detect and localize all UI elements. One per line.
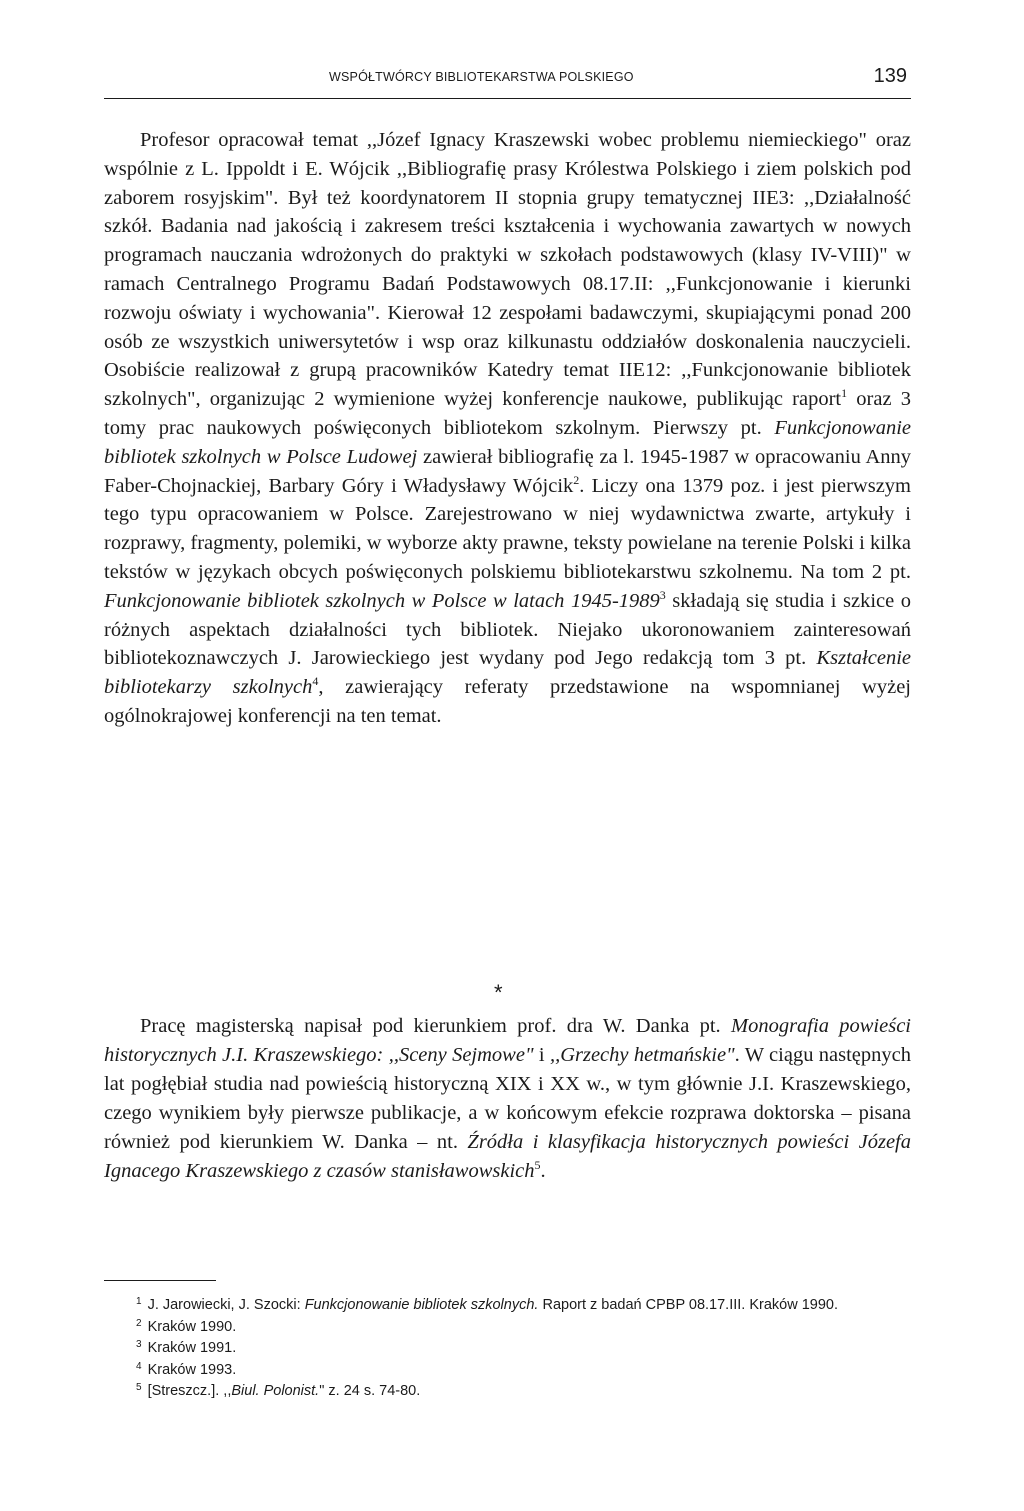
footnote-text: Kraków 1993.	[147, 1361, 237, 1378]
footnote-ref: 2	[573, 472, 580, 487]
main-text	[104, 126, 911, 731]
text-span: oraz 3 tomy prac naukowych poświęconych bibliotekom szkolnym. Pierwszy pt.	[104, 388, 911, 439]
footnote-number: 3	[136, 1339, 142, 1350]
book-title: Funkcjonowanie bibliotek szkolnych w Polsce Ludowej	[104, 416, 911, 468]
footnote-ref: 5	[534, 1158, 541, 1172]
book-title: Źródła i klasyfikacja historycznych powieści Józefa Ignacego Kraszewskiego z czasów stanisławowskich	[104, 1131, 911, 1182]
book-title: Monografia powieści historycznych J.I. Kraszewskiego: ,,Sceny Sejmowe"	[104, 1015, 911, 1066]
section-separator: *	[494, 980, 503, 1005]
text-span: Profesor opracował temat ,,Józef Ignacy Kraszewski wobec problemu niemieckiego" oraz wspólnie z L. Ippoldt i E. Wójcik ,,Bibliografię prasy Królestwa Polskiego i ziem polskich pod zaborem rosyjskim". Był też koordynatorem II stopnia grupy tematycznej IIE3: ,,Działalność szkół. Badania nad jakością i zakresem treści kształcenia i wychowania zawartych w nowych programach nauczania wdrożonych do praktyki w szkołach podstawowych (klasy IV-VIII)" w ramach Centralnego Programu Badań Podstawowych 08.17.II: ,,Funkcjonowanie i kierunki rozwoju oświaty i wychowania". Kierował 12 zespołami badawczymi, skupiającymi ponad 200 osób ze wszystkich uniwersytetów i wsp oraz kilkunastu oddziałów doskonalenia nauczycieli. Osobiście realizował z grupą pracowników Katedry temat IIE12: ,,Funkcjonowanie bibliotek szkolnych", organizując 2 wymienione wyżej konferencje naukowe, publikując raport	[104, 129, 911, 411]
footnote-4	[104, 1358, 924, 1380]
page-header	[104, 64, 911, 99]
footnote-ref: 4	[312, 674, 319, 689]
running-title: WSPÓŁTWÓRCY BIBLIOTEKARSTWA POLSKIEGO	[329, 70, 634, 84]
book-title: Funkcjonowanie bibliotek szkolnych w Polsce w latach 1945-1989	[104, 589, 660, 612]
footnote-number: 1	[136, 1296, 142, 1307]
footnote-divider	[104, 1280, 216, 1281]
footnotes	[104, 1293, 924, 1401]
text-span: . W ciągu następnych lat pogłębiał studia nad powieścią historyczną XIX i XX w., w tym głównie J.I. Kraszewskiego, czego wynikiem były pierwsze publikacje, a w końcowym efekcie rozprawa doktorska – pisana również pod kierunkiem W. Danka – nt.	[104, 1044, 911, 1153]
footnote-1	[104, 1293, 924, 1315]
text-span: . Liczy ona 1379 poz. i jest pierwszym tego typu opracowaniem w Polsce. Zarejestrowano w niej wydawnictwa zwarte, artykuły i rozprawy, fragmenty, polemiki, w wyborze akty prawne, teksty powielane na terenie Polski i kilka tekstów w językach obcych poświęconych polskiemu bibliotekarstwu szkolnemu. Na tom 2 pt.	[104, 474, 911, 583]
footnote-text: " z. 24 s. 74-80.	[319, 1383, 421, 1399]
footnote-text: J. Jarowiecki, J. Szocki:	[147, 1297, 305, 1313]
text-span: .	[540, 1160, 546, 1182]
footnote-ref: 1	[841, 386, 848, 401]
text-span: składają się studia i szkice o różnych aspektach działalności tych bibliotek. Niejako ukoronowaniem zainteresowań bibliotekoznawczych J. Jarowieckiego jest wydany pod Jego redakcją tom 3 pt.	[104, 589, 911, 670]
text-span: Pracę magisterską napisał pod kierunkiem prof. dra W. Danka pt.	[140, 1015, 731, 1037]
text-span: , zawierający referaty przedstawione na wspomnianej wyżej ogólnokrajowej konferencji na ten temat.	[104, 676, 911, 727]
text-span: zawierał bibliografię za l. 1945-1987 w opracowaniu Anny Faber-Chojnackiej, Barbary Góry i Władysławy Wójcik	[104, 445, 911, 497]
page-number: 139	[873, 65, 907, 87]
footnote-title: Funkcjonowanie bibliotek szkolnych.	[304, 1297, 539, 1313]
footnote-text: [Streszcz.]. ,,	[147, 1383, 232, 1399]
footnote-text: Kraków 1991.	[147, 1340, 237, 1356]
footnote-5	[104, 1379, 924, 1401]
footnote-ref: 3	[659, 587, 666, 602]
text-span: i	[533, 1044, 550, 1066]
footnote-text: Kraków 1990.	[147, 1318, 237, 1335]
footnote-2	[104, 1315, 924, 1337]
footnote-number: 5	[136, 1382, 142, 1393]
paragraph	[104, 1012, 911, 1186]
footnote-number: 4	[136, 1360, 142, 1372]
paragraph	[104, 126, 911, 731]
footnote-title: Biul. Polonist.	[231, 1383, 320, 1399]
footnote-3	[104, 1336, 924, 1358]
book-title: Kształcenie bibliotekarzy szkolnych	[104, 647, 911, 699]
footnote-text: Raport z badań CPBP 08.17.III. Kraków 1990.	[538, 1297, 839, 1313]
book-title: ,,Grzechy hetmańskie"	[549, 1044, 735, 1066]
main-text-continued	[104, 1012, 911, 1186]
footnote-number: 2	[136, 1317, 142, 1329]
